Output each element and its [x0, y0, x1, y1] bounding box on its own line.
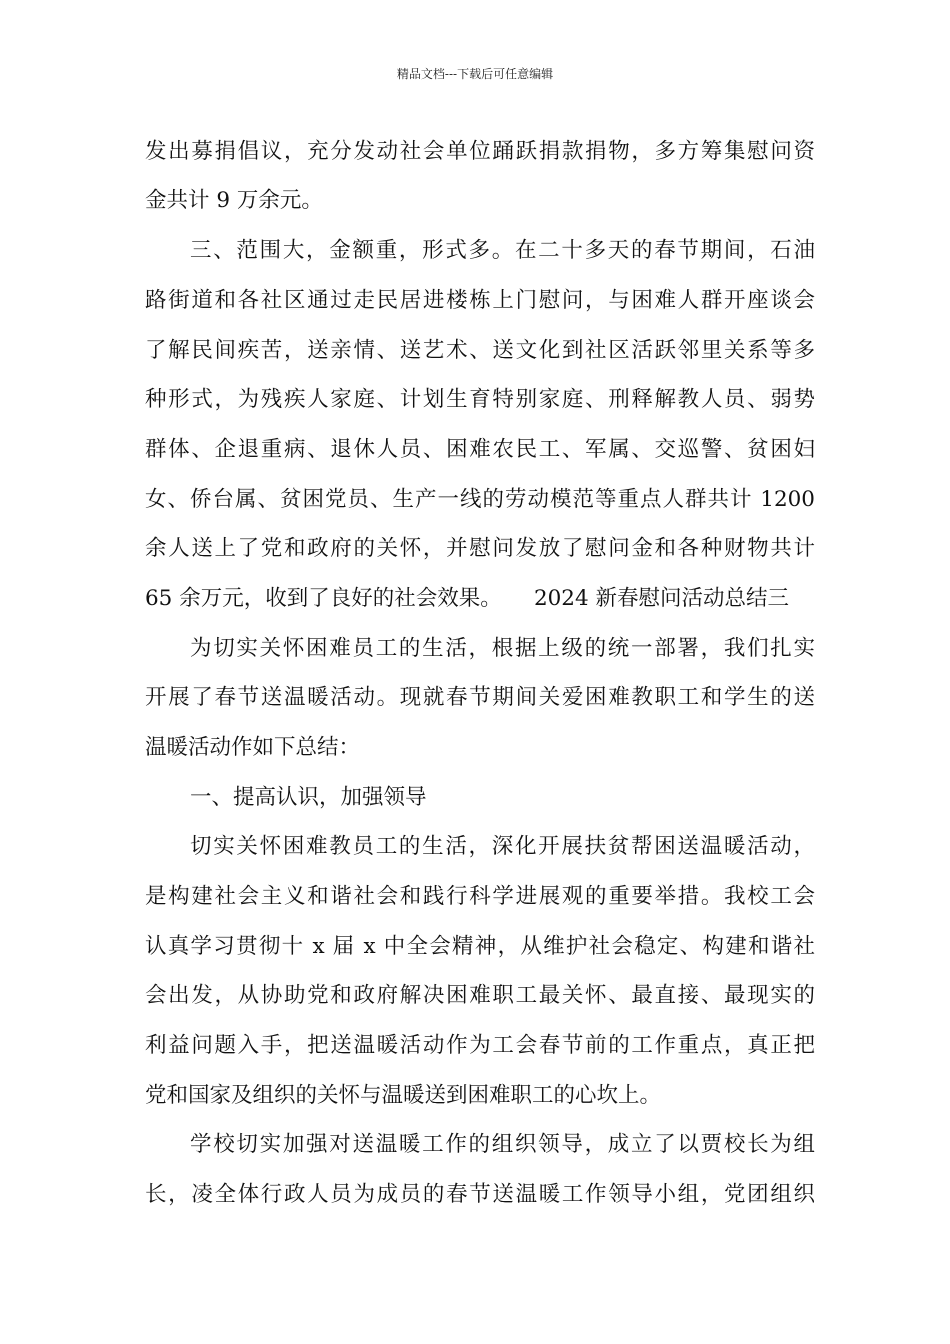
text-line: 女、侨台属、贫困党员、生产一线的劳动模范等重点人群共计 1200: [145, 487, 815, 512]
text-line: 开展了春节送温暖活动。现就春节期间关爱困难教职工和学生的送: [145, 685, 815, 710]
text-line: 长，凌全体行政人员为成员的春节送温暖工作领导小组，党团组织: [145, 1182, 815, 1207]
text-line: 群体、企退重病、退休人员、困难农民工、军属、交巡警、贫困妇: [145, 437, 815, 462]
text-line: 温暖活动作如下总结：: [145, 735, 361, 760]
text-line: 了解民间疾苦，送亲情、送艺术、送文化到社区活跃邻里关系等多: [145, 338, 815, 363]
text-line: 认真学习贯彻十 x 届 x 中全会精神，从维护社会稳定、构建和谐社: [145, 934, 815, 959]
text-line: 会出发，从协助党和政府解决困难职工最关怀、最直接、最现实的: [145, 983, 815, 1008]
text-line: 利益问题入手，把送温暖活动作为工会春节前的工作重点，真正把: [145, 1033, 815, 1058]
paragraph-first-line: 学校切实加强对送温暖工作的组织领导，成立了以贾校长为组: [190, 1132, 815, 1157]
text-line: 65 余万元，收到了良好的社会效果。 2024 新春慰问活动总结三: [145, 586, 789, 611]
text-line: 发出募捐倡议，充分发动社会单位踊跃捐款捐物，多方筹集慰问资: [145, 139, 815, 164]
section-heading: 一、提高认识，加强领导: [190, 785, 427, 810]
text-line: 种形式，为残疾人家庭、计划生育特别家庭、刑释解教人员、弱势: [145, 387, 815, 412]
text-line: 路街道和各社区通过走民居进楼栋上门慰问，与困难人群开座谈会: [145, 288, 815, 313]
paragraph-first-line: 三、范围大，金额重，形式多。在二十多天的春节期间，石油: [190, 238, 815, 263]
text-line: 党和国家及组织的关怀与温暖送到困难职工的心坎上。: [145, 1083, 662, 1108]
paragraph-first-line: 切实关怀困难教员工的生活，深化开展扶贫帮困送温暖活动，: [190, 834, 815, 859]
paragraph-first-line: 为切实关怀困难员工的生活，根据上级的统一部署，我们扎实: [190, 636, 815, 661]
text-line: 是构建社会主义和谐社会和践行科学进展观的重要举措。我校工会: [145, 884, 815, 909]
page-header: 精品文档---下载后可任意编辑: [396, 67, 554, 81]
text-line: 余人送上了党和政府的关怀，并慰问发放了慰问金和各种财物共计: [145, 536, 815, 561]
text-line: 金共计 9 万余元。: [145, 188, 323, 213]
